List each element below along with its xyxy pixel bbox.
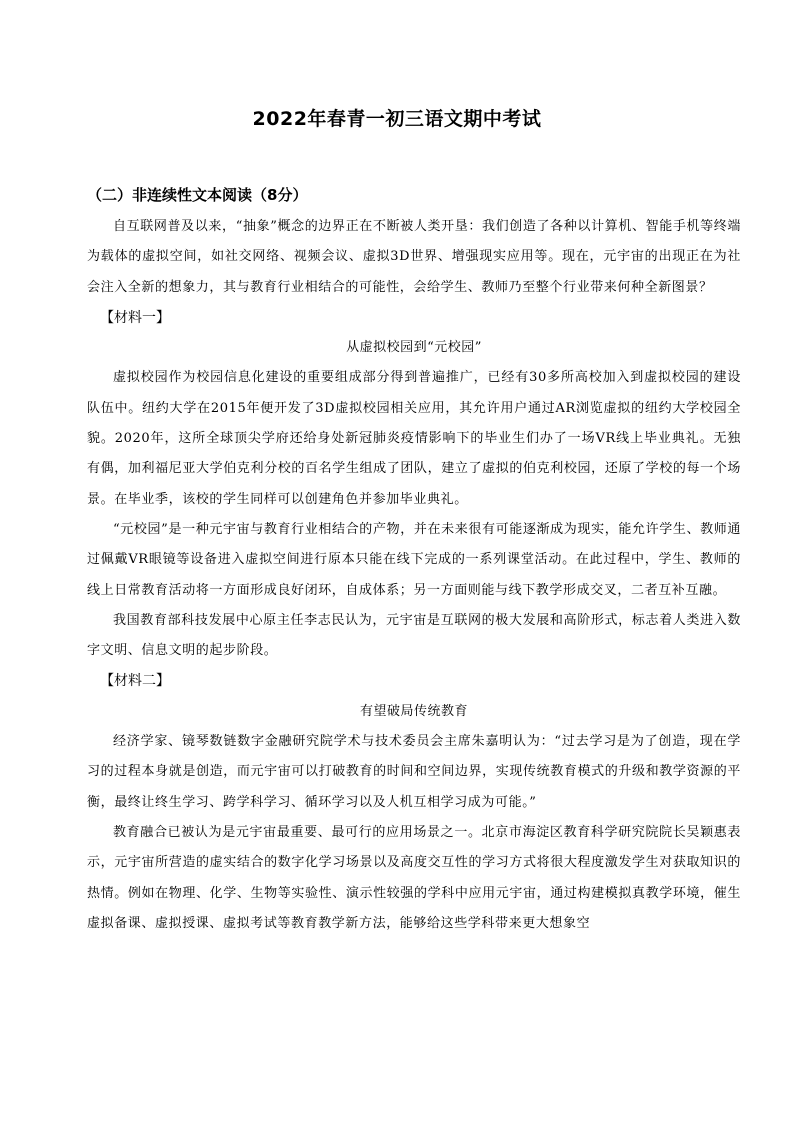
material-two-paragraph: 教育融合已被认为是元宇宙最重要、最可行的应用场景之一。北京市海淀区教育科学研究院院长吴颖惠表示，元宇宙所营造的虚实结合的数字化学习场景以及高度交互性的学习方式将很大程度激发学生对获取知识的热情。例如在物理、化学、生物等实验性、演示性较强的学科中应用元宇宙，通过构建模拟真教学环境，催生虚拟备课、虚拟授课、虚拟考试等教育教学新方法，能够给这些学科带来更大想象空 bbox=[87, 824, 741, 931]
material-one-paragraph: 虚拟校园作为校园信息化建设的重要组成部分得到普遍推广，已经有30多所高校加入到虚拟校园的建设队伍中。纽约大学在2015年便开发了3D虚拟校园相关应用，其允许用户通过AR浏览虚拟的纽约大学校园全貌。2020年，这所全球顶尖学府还给身处新冠肺炎疫情影响下的毕业生们办了一场VR线上毕业典礼。无独有偶，加利福尼亚大学伯克利分校的百名学生组成了团队，建立了虚拟的伯克利校园，还原了学校的每一个场景。在毕业季，该校的学生同样可以创建角色并参加毕业典礼。 bbox=[87, 370, 741, 507]
material-two-subtitle: 有望破局传统教育 bbox=[359, 703, 468, 719]
page-title: 2022年春青一初三语文期中考试 bbox=[252, 108, 542, 130]
material-one-subtitle: 从虚拟校园到“元校园” bbox=[346, 340, 482, 356]
reading-text bbox=[87, 212, 741, 939]
section-heading: （二）非连续性文本阅读（8分） bbox=[87, 186, 308, 204]
material-one-paragraph: “元校园”是一种元宇宙与教育行业相结合的产物，并在未来很有可能逐渐成为现实，能允许学生、教师通过佩戴VR眼镜等设备进入虚拟空间进行原本只能在线下完成的一系列课堂活动。在此过程中，学生、教师的线上日常教育活动将一方面形成良好闭环，自成体系；另一方面则能与线下教学形成交叉，二者互补互融。 bbox=[87, 521, 741, 598]
material-one-paragraph: 我国教育部科技发展中心原主任李志民认为，元宇宙是互联网的极大发展和高阶形式，标志着人类进入数字文明、信息文明的起步阶段。 bbox=[87, 612, 741, 659]
material-one-label: 【材料一】 bbox=[100, 309, 170, 326]
material-two-paragraph: 经济学家、镜琴数链数字金融研究院学术与技术委员会主席朱嘉明认为：“过去学习是为了创造，现在学习的过程本身就是创造，而元宇宙可以打破教育的时间和空间边界，实现传统教育模式的升级和教学资源的平衡，最终让终生学习、跨学科学习、循环学习以及人机互相学习成为可能。” bbox=[87, 734, 741, 810]
material-two-label: 【材料二】 bbox=[100, 673, 170, 690]
intro-paragraph: 自互联网普及以来，“抽象”概念的边界正在不断被人类开垦：我们创造了各种以计算机、智能手机等终端为载体的虚拟空间，如社交网络、视频会议、虚拟3D世界、增强现实应用等。现在，元宇宙的出现正在为社会注入全新的想象力，其与教育行业相结合的可能性，会给学生、教师乃至整个行业带来何种全新图景？ bbox=[87, 219, 741, 295]
